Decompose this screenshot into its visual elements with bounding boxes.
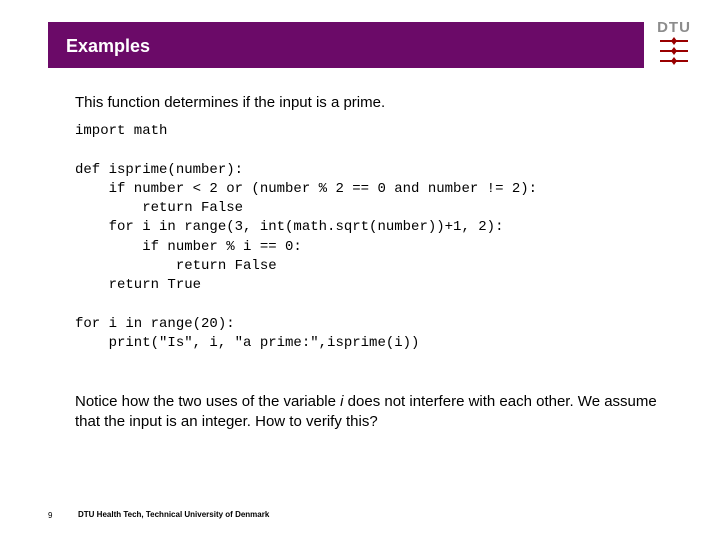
footer-text: DTU Health Tech, Technical University of Denmark <box>78 510 270 519</box>
title-bar <box>48 22 644 68</box>
slide-title: Examples <box>66 36 151 56</box>
code-line: if number < 2 or (number % 2 == 0 and number != 2): <box>75 180 538 197</box>
logo-text: DTU <box>657 19 691 36</box>
notice-text <box>75 392 675 431</box>
code-line: if number % i == 0: <box>75 238 302 255</box>
page-number: 9 <box>48 511 53 520</box>
notice-variable: i <box>340 393 344 410</box>
notice-pre: Notice how the two uses of the variable <box>75 393 341 410</box>
code-line: return True <box>75 277 202 294</box>
code-line: print("Is", i, "a prime:",isprime(i)) <box>75 335 420 352</box>
code-line: for i in range(20): <box>75 315 235 332</box>
notice-post: does not interfere with each other. We assume that the input is an integer. How to verify this? <box>75 393 657 430</box>
code-block <box>75 122 537 354</box>
logo-graphic <box>656 20 692 66</box>
code-line: for i in range(3, int(math.sqrt(number))+1, 2): <box>75 219 504 236</box>
dtu-logo <box>656 20 692 66</box>
title-bar-edge <box>638 22 639 68</box>
code-line: return False <box>75 258 277 275</box>
code-line: import math <box>75 123 168 139</box>
code-line: return False <box>75 200 244 217</box>
intro-text: This function determines if the input is a prime. <box>75 94 386 111</box>
code-line: def isprime(number): <box>75 161 244 178</box>
